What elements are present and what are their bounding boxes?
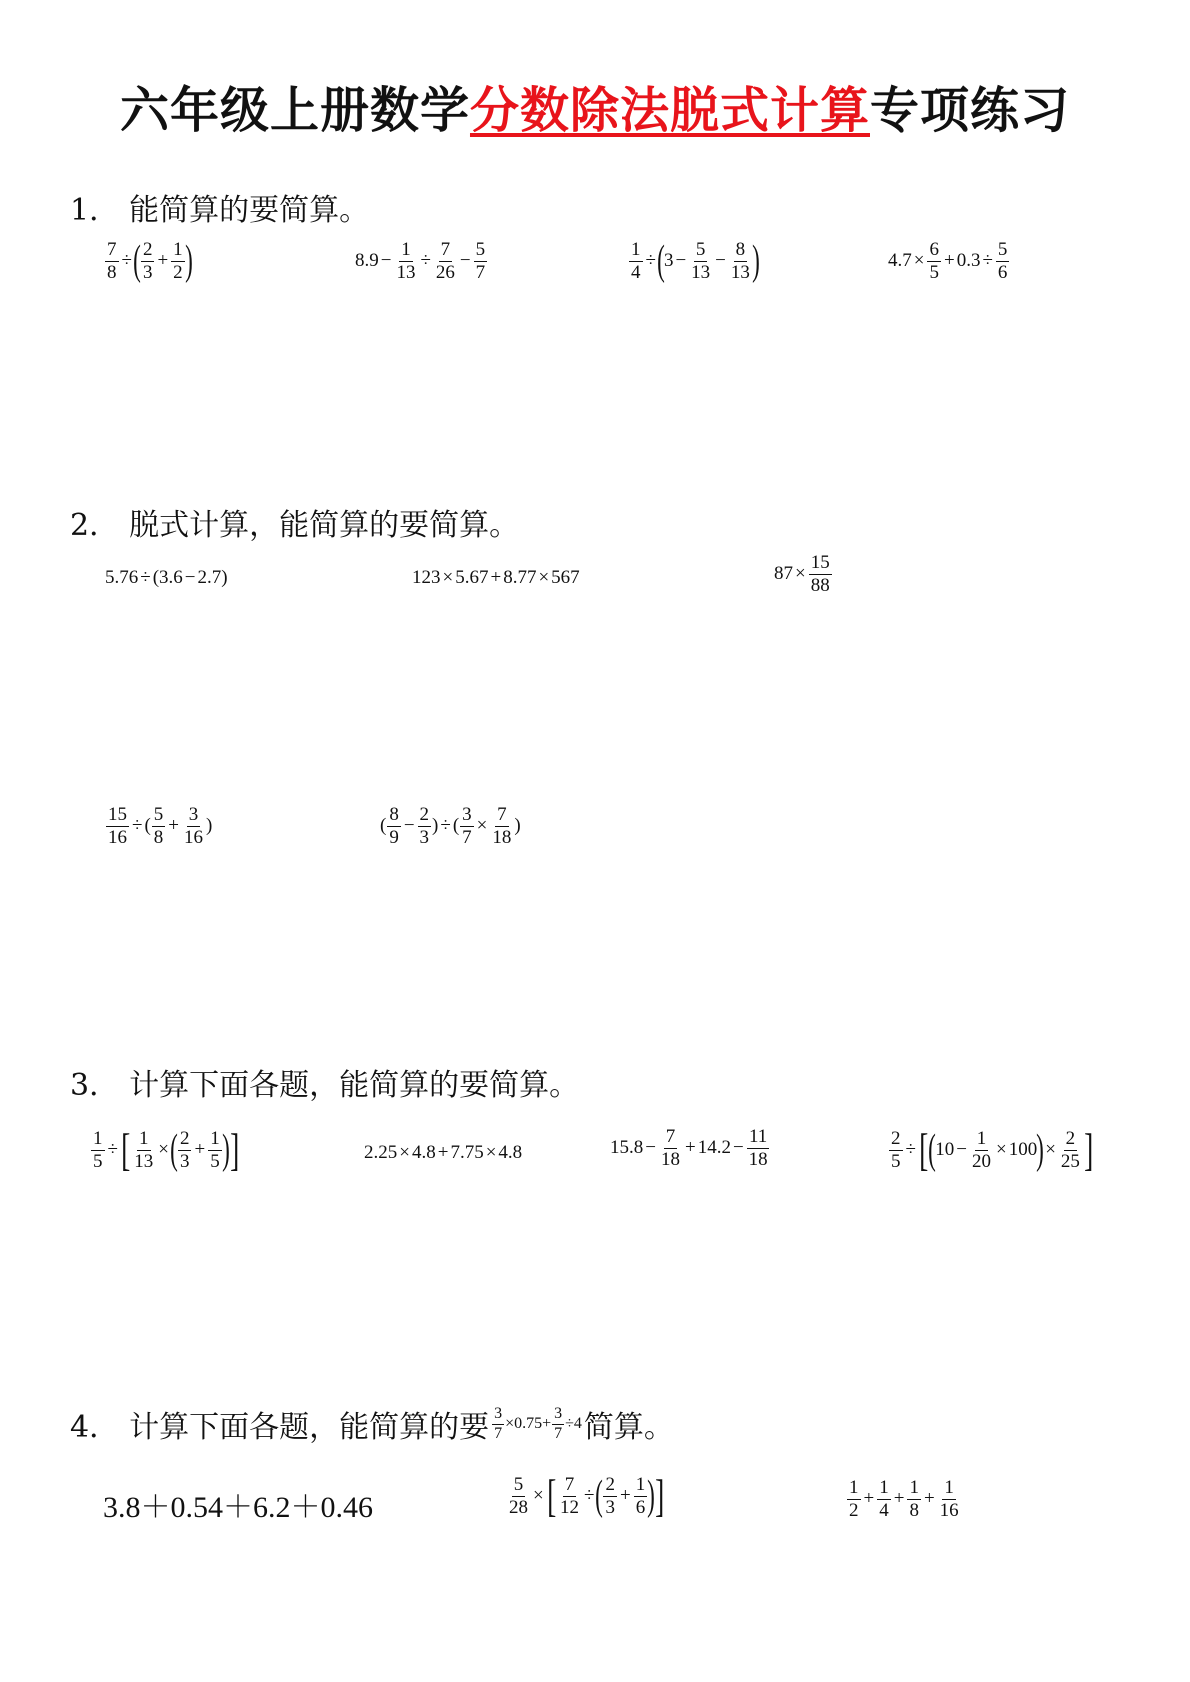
problem-4-2: $\frac{5}{28}$ × [ $\frac{7}{12}$ ÷ ( $\frac{2}{3}$ + $\frac{1}{6}$ ) ]: [509, 1470, 665, 1521]
problem-3-1: $\frac{1}{5}$ ÷ [ $\frac{1}{13}$ × ( $\frac{2}{3}$ + $\frac{1}{5}$ ) ]: [93, 1124, 239, 1175]
problem-2-5: ( $\frac{8}{9}$ − $\frac{2}{3}$ ) ÷ ( $\frac{3}{7}$ × $\frac{7}{18}$ ): [380, 804, 521, 848]
problem-2-1: 5.76 ÷ (3.6 − 2.7): [105, 567, 228, 588]
problem-2-2: 123 × 5.67 + 8.77 × 567: [412, 567, 580, 588]
problem-1-3: $\frac{1}{4}$ ÷ ( 3 − $\frac{5}{13}$ − $\frac{8}{13}$ ): [631, 238, 760, 285]
problem-1-1: $\frac{7}{8}$ ÷ ( $\frac{2}{3}$ + $\frac{1}{2}$ ): [107, 238, 193, 285]
problem-3-3: 15.8 − $\frac{7}{18}$ + 14.2 − $\frac{11}{18}$: [610, 1126, 768, 1170]
problem-3-2: 2.25 × 4.8 + 7.75 × 4.8: [364, 1142, 523, 1163]
heading-inline-expression: $\frac{3}{7}$ ×0.75+ $\frac{3}{7}$ ÷4: [494, 1404, 582, 1442]
section-2-heading: 2． 脱式计算，能简算的要简算。: [70, 508, 520, 543]
problem-3-4: $\frac{2}{5}$ ÷ [ ( 10 − $\frac{1}{20}$ × 100 ) × $\frac{2}{25}$ ]: [891, 1124, 1094, 1175]
problem-4-3: $\frac{1}{2}$ + $\frac{1}{4}$ + $\frac{1}{8}$ + $\frac{1}{16}$: [849, 1477, 959, 1521]
section-1-heading: 1． 能简算的要简算。: [70, 193, 370, 228]
problem-4-1: 3.8＋0.54＋6.2＋0.46: [103, 1491, 373, 1524]
problem-1-4: 4.7 × $\frac{6}{5}$ + 0.3 ÷ $\frac{5}{6}$: [888, 239, 1008, 283]
problem-2-3: 87 × $\frac{15}{88}$: [774, 552, 830, 596]
section-3-heading: 3． 计算下面各题，能简算的要简算。: [70, 1068, 580, 1103]
title-highlight: 分数除法脱式计算: [469, 82, 870, 139]
problem-1-2: 8.9 − $\frac{1}{13}$ ÷ $\frac{7}{26}$ − $\frac{5}{7}$: [355, 239, 486, 283]
page-title: 六年级上册数学分数除法脱式计算专项练习: [119, 82, 1071, 139]
problem-2-4: $\frac{15}{16}$ ÷ ( $\frac{5}{8}$ + $\frac{3}{16}$ ): [108, 804, 213, 848]
section-4-heading: 4． 计算下面各题，能简算的要 $\frac{3}{7}$ ×0.75+ $\frac{3}{7}$ ÷4 简算。: [70, 1404, 674, 1445]
